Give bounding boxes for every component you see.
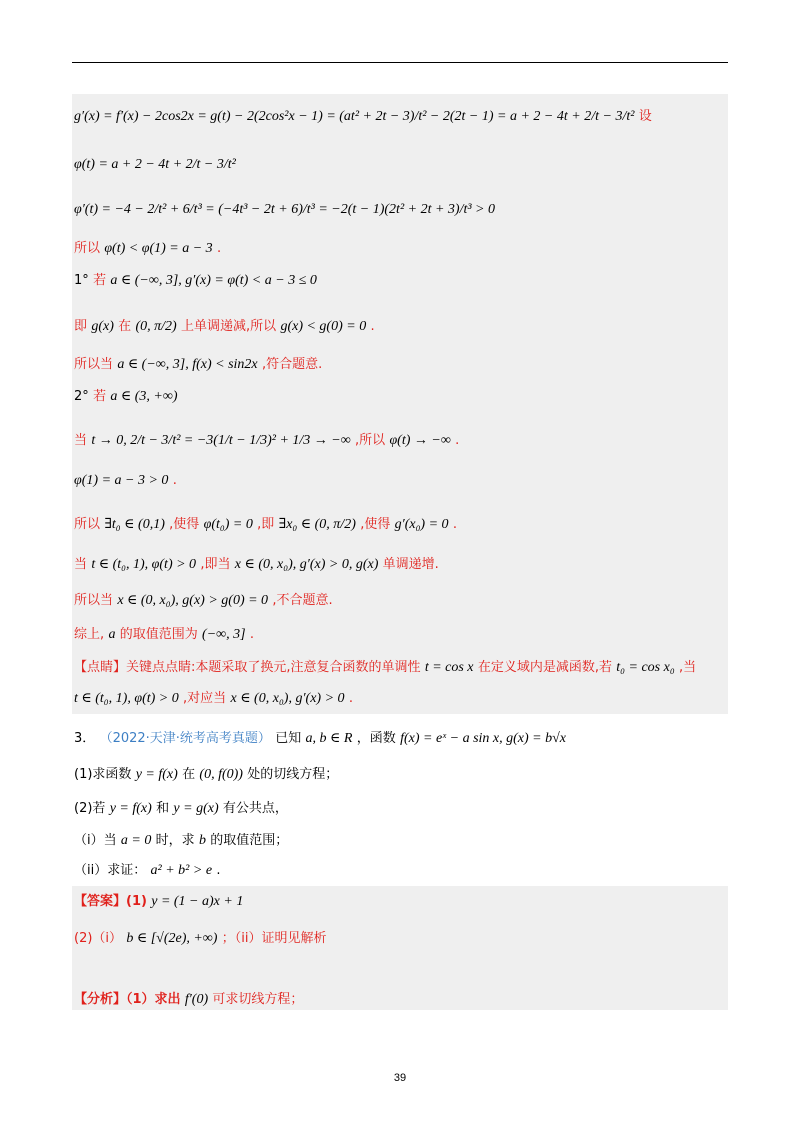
header-rule (72, 62, 728, 63)
case-2-limit: 当 t → 0, 2/t − 3/t² = −3(1/t − 1/3)² + 1/3 → −∞ ,所以 φ(t) → −∞ . (74, 433, 460, 448)
summary-line: 综上, a 的取值范围为 (−∞, 3] . (74, 627, 255, 642)
case-2-conclusion: 所以当 x ∈ (0, x₀), g(x) > g(0) = 0 ,不合题意. (74, 593, 333, 608)
key-point-line-2: t ∈ (t₀, 1), φ(t) > 0 ,对应当 x ∈ (0, x₀), g′(x) > 0 . (74, 691, 353, 706)
phi-derivative: φ′(t) = −4 − 2/t² + 6/t³ = (−4t³ − 2t + 6)/t³ = −2(t − 1)(2t² + 2t + 3)/t³ > 0 (74, 202, 496, 217)
phi-at-one: φ(1) = a − 3 > 0 . (74, 473, 177, 488)
question-3-part-2-ii: （ii）求证： a² + b² > e . (74, 863, 221, 878)
question-3-part-2: (2)若 y = f(x) 和 y = g(x) 有公共点， (74, 801, 288, 816)
page-number: 39 (393, 1072, 407, 1084)
derivation-line-1: g′(x) = f′(x) − 2cos2x = g(t) − 2(2cos²x − 1) = (at² + 2t − 3)/t² − 2(2t − 1) = a + 2 − 4t + 2/t − 3/t² 设 (74, 109, 652, 124)
increasing-line: 当 t ∈ (t₀, 1), φ(t) > 0 ,即当 x ∈ (0, x₀), g′(x) > 0, g(x) 单调递增. (74, 557, 439, 572)
zero-existence: 所以 ∃t₀ ∈ (0,1) ,使得 φ(t₀) = 0 ,即 ∃x₀ ∈ (0, π/2) ,使得 g′(x₀) = 0 . (74, 517, 457, 532)
phi-bound: 所以 φ(t) < φ(1) = a − 3 . (74, 241, 222, 256)
question-3-part-2-i: （i）当 a = 0 时，求 b 的取值范围； (74, 833, 289, 848)
question-3-stem: 3． （2022·天津·统考高考真题） 已知 a, b ∈ R ，函数 f(x) = eˣ − a sin x, g(x) = b√x (74, 731, 566, 746)
answer-line-2: (2)（i） b ∈ [√(2e), +∞) ；（ii）证明见解析 (74, 931, 327, 946)
case-1-line: 1° 若 a ∈ (−∞, 3], g′(x) = φ(t) < a − 3 ≤ 0 (74, 273, 317, 288)
key-point-line-1: 【点睛】关键点点睛:本题采取了换元,注意复合函数的单调性 t = cos x 在定义域内是减函数,若 t₀ = cos x₀ ,当 (74, 660, 697, 675)
case-1-monotone: 即 g(x) 在 (0, π/2) 上单调递减,所以 g(x) < g(0) = 0 . (74, 319, 375, 334)
question-3-part-1: (1)求函数 y = f(x) 在 (0, f(0)) 处的切线方程； (74, 767, 339, 782)
phi-definition: φ(t) = a + 2 − 4t + 2/t − 3/t² (74, 157, 236, 172)
analysis-line: 【分析】（1）求出 f′(0) 可求切线方程； (74, 992, 304, 1007)
answer-line-1: 【答案】(1) y = (1 − a)x + 1 (74, 894, 244, 909)
case-1-conclusion: 所以当 a ∈ (−∞, 3], f(x) < sin2x ,符合题意. (74, 357, 323, 372)
case-2-line: 2° 若 a ∈ (3, +∞) (74, 389, 178, 404)
